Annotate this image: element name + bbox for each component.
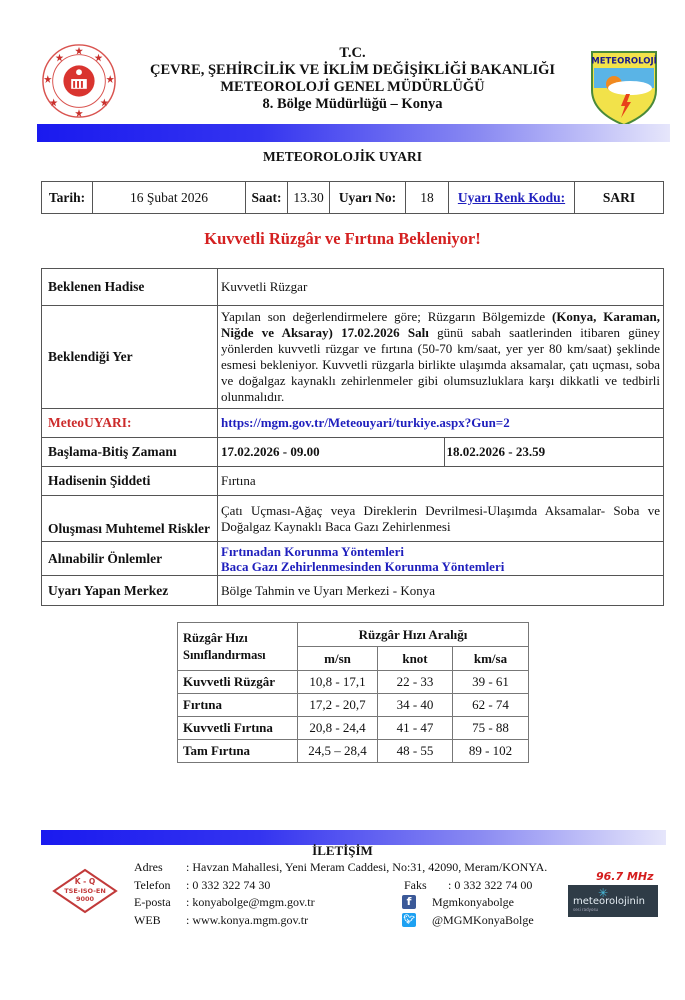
wind-ms-value: 20,8 - 24,4	[298, 717, 378, 740]
twitter-icon[interactable]: 🐦︎	[403, 914, 415, 925]
color-code-link[interactable]	[449, 182, 575, 214]
warning-no-value: 18	[406, 182, 449, 214]
measures-label: Alınabilir Önlemler	[42, 542, 218, 576]
email-value[interactable]: : konyabolge@mgm.gov.tr	[186, 895, 315, 909]
svg-text:9000: 9000	[75, 895, 95, 903]
table-row	[42, 576, 664, 606]
table-row	[42, 409, 664, 438]
header-line-ministry: ÇEVRE, ŞEHİRCİLİK VE İKLİM DEĞİŞİKLİĞİ BAKANLIĞI	[149, 62, 556, 78]
radio-subtitle: sesi radyosu	[573, 907, 599, 912]
flue-gas-protection-link[interactable]: Baca Gazı Zehirlenmesinden Korunma Yöntemleri	[221, 558, 505, 574]
web-row	[134, 912, 547, 930]
fax-label: Faks	[404, 877, 427, 892]
unit-header-kmh: km/sa	[453, 647, 529, 671]
wind-knot-value: 41 - 47	[378, 717, 453, 740]
phone-label: Telefon	[134, 877, 171, 892]
contact-title: İLETİŞİM	[312, 843, 373, 858]
wind-knot-value: 34 - 40	[378, 694, 453, 717]
star-icon: ✳	[598, 886, 609, 900]
facebook-handle[interactable]: Mgmkonyabolge	[432, 895, 514, 909]
table-row	[42, 496, 664, 542]
location-text-part: Yapılan son değerlendirmelere göre; Rüzgarın Bölgemizde	[221, 309, 552, 324]
facebook-icon[interactable]: f	[402, 895, 416, 909]
address-row	[134, 859, 547, 877]
email-label: E-posta	[134, 895, 171, 909]
severity-label: Hadisenin Şiddeti	[42, 467, 218, 496]
wind-speed-table	[177, 622, 529, 763]
alert-headline: Kuvvetli Rüzgâr ve Fırtına Bekleniyor!	[204, 229, 481, 248]
severity-value: Fırtına	[218, 467, 664, 496]
svg-text:TSE-ISO-EN: TSE-ISO-EN	[64, 887, 106, 895]
risks-value: Çatı Uçması-Ağaç veya Direklerin Devrilmesi-Ulaşımda Aksamalar- Soba ve Doğalgaz Kaynaklı Baca Gazı Zehirlenmesi	[218, 496, 664, 542]
wind-knot-value: 48 - 55	[378, 740, 453, 763]
expected-location-value	[218, 306, 664, 409]
address-label: Adres	[134, 860, 163, 874]
table-row	[42, 269, 664, 306]
document-title: METEOROLOJİK UYARI	[263, 149, 422, 164]
wind-kmh-value: 89 - 102	[453, 740, 529, 763]
start-time-value: 17.02.2026 - 09.00	[218, 438, 444, 466]
email-row	[134, 894, 547, 912]
warning-no-label: Uyarı No:	[330, 182, 406, 214]
wind-ms-value: 24,5 – 28,4	[298, 740, 378, 763]
issuer-value: Bölge Tahmin ve Uyarı Merkezi - Konya	[218, 576, 664, 606]
location-text-part: günü sabah saatlerinden itibaren güney yönlerden kuvvetli rüzgar ve fırtına (50-70 km/saat, yer yer 80 km/saat) şeklinde esmesi bekleniyor. Kuvvetli rüzgarla birlikte ulaşımda aksamalar, çatı uçması, soba ve doğalgaz kaynaklı zehirlenmeler gibi olumsuzluklara karşı dikkatli ve tedbirli olunmalıdır.	[221, 325, 660, 404]
unit-header-ms: m/sn	[298, 647, 378, 671]
issuer-label: Uyarı Yapan Merkez	[42, 576, 218, 606]
meteouyari-link[interactable]: https://mgm.gov.tr/Meteouyari/turkiye.aspx?Gun=2	[218, 409, 664, 438]
web-value[interactable]: : www.konya.mgm.gov.tr	[186, 912, 309, 927]
fax-value: : 0 332 322 74 00	[448, 877, 533, 892]
color-code-value: SARI	[575, 182, 664, 214]
wind-ms-value: 17,2 - 20,7	[298, 694, 378, 717]
table-row	[42, 542, 664, 576]
color-code-label[interactable]: Uyarı Renk Kodu:	[457, 189, 566, 205]
storm-protection-link[interactable]: Fırtınadan Korunma Yöntemleri	[221, 543, 404, 559]
table-row	[178, 717, 529, 740]
start-end-subtable	[218, 438, 663, 466]
expected-event-label: Beklenen Hadise	[42, 269, 218, 306]
header-title-block	[120, 45, 585, 113]
table-row	[178, 694, 529, 717]
time-value: 13.30	[288, 182, 330, 214]
radio-logo	[568, 885, 658, 917]
header-line-region: 8. Bölge Müdürlüğü – Konya	[262, 96, 443, 112]
wind-kmh-value: 75 - 88	[453, 717, 529, 740]
risks-label: Oluşması Muhtemel Riskler	[42, 496, 218, 542]
meteoroloji-shield-logo	[590, 50, 658, 126]
svg-text:METEOROLOJİ: METEOROLOJİ	[591, 56, 657, 67]
radio-name: meteorolojinin	[573, 896, 646, 907]
table-row	[42, 438, 664, 467]
wind-kmh-value: 39 - 61	[453, 671, 529, 694]
table-row	[178, 671, 529, 694]
wind-range-header: Rüzgâr Hızı Aralığı	[298, 623, 529, 647]
date-value: 16 Şubat 2026	[93, 182, 246, 214]
phone-value: : 0 332 322 74 30	[186, 877, 271, 892]
wind-class-name: Tam Fırtına	[178, 740, 298, 763]
wind-class-name: Kuvvetli Rüzgâr	[178, 671, 298, 694]
web-label: WEB	[134, 912, 161, 927]
phone-row	[134, 877, 547, 895]
wind-knot-value: 22 - 33	[378, 671, 453, 694]
table-row	[42, 467, 664, 496]
warning-info-table	[41, 181, 664, 214]
unit-header-knot: knot	[378, 647, 453, 671]
wind-class-name: Kuvvetli Fırtına	[178, 717, 298, 740]
header-line-tc: T.C.	[339, 45, 366, 61]
meteouyari-label: MeteoUYARI:	[42, 409, 218, 438]
svg-text:K - Q: K - Q	[74, 877, 96, 886]
expected-location-label: Beklendiği Yer	[42, 306, 218, 409]
date-label: Tarih:	[42, 182, 93, 214]
start-end-label: Başlama-Bitiş Zamanı	[42, 438, 218, 467]
header-line-directorate: METEOROLOJİ GENEL MÜDÜRLÜĞÜ	[220, 79, 485, 95]
address-value: : Havzan Mahallesi, Yeni Meram Caddesi, No:31, 42090, Meram/KONYA.	[186, 860, 548, 874]
contact-block	[134, 859, 547, 929]
measures-links	[218, 542, 664, 576]
wind-ms-value: 10,8 - 17,1	[298, 671, 378, 694]
end-time-value: 18.02.2026 - 23.59	[446, 444, 546, 459]
kq-tse-iso-badge-icon	[52, 868, 118, 914]
table-row	[42, 306, 664, 409]
start-end-values	[218, 438, 664, 467]
header-gradient-bar	[37, 124, 670, 142]
location-text-bold: (Konya, Karaman, Niğde ve Aksaray) 17.02.2026 Salı	[221, 309, 660, 340]
wind-class-name: Fırtına	[178, 694, 298, 717]
time-label: Saat:	[246, 182, 288, 214]
ministry-seal-logo	[40, 42, 118, 120]
wind-class-header: Rüzgâr Hızı Sınıflandırması	[178, 623, 298, 671]
table-row	[178, 740, 529, 763]
radio-frequency: 96.7 MHz	[596, 870, 654, 883]
twitter-handle[interactable]: @MGMKonyaBolge	[432, 912, 534, 927]
expected-event-value: Kuvvetli Rüzgar	[218, 269, 664, 306]
warning-details-table	[41, 268, 664, 606]
wind-kmh-value: 62 - 74	[453, 694, 529, 717]
